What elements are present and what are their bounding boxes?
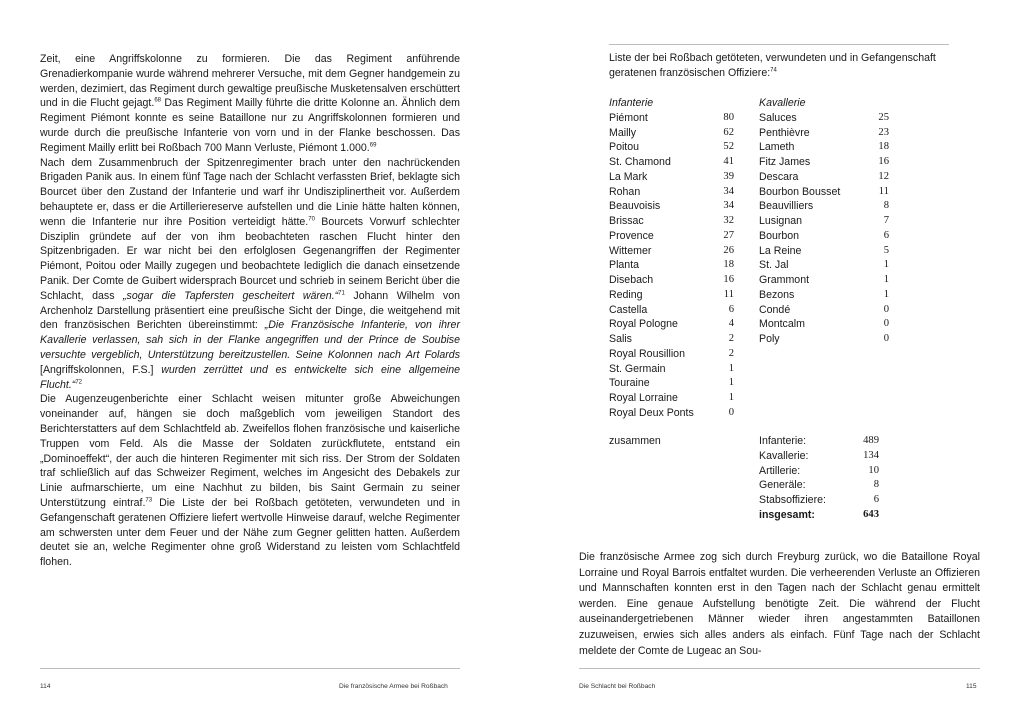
paragraph xyxy=(40,52,460,156)
infanterie-row xyxy=(609,288,734,303)
regiment-name: Bourbon xyxy=(759,229,800,242)
kavallerie-row xyxy=(759,126,889,141)
regiment-name: St. Germain xyxy=(609,362,666,375)
regiment-name: Reding xyxy=(609,288,643,301)
footnote-ref: 72 xyxy=(75,379,83,385)
infanterie-row xyxy=(609,185,734,200)
footnote-ref: 73 xyxy=(145,497,153,504)
zusammen-label: zusammen xyxy=(609,435,661,447)
total-value: 10 xyxy=(868,464,879,476)
total-row xyxy=(759,508,879,523)
officer-count: 52 xyxy=(723,141,734,153)
text-run: Nach dem Zusammenbruch der Spitzenregimenter brach unter den nachrückenden Brigaden Panik aus. In einem fünf Tage nach der Schlacht verfassten Brief, beklagte sich Bourcet über den Zustand der Infanterie und warf ihr Undisziplinertheit vor. Außerdem behauptete er, dass er die Artilleriereserve aufstellen und die Linie hätte halten können, wenn die Infanterie nur ihre Position verteidigt hätte. xyxy=(40,156,460,228)
list-top-rule xyxy=(609,44,949,45)
infanterie-row xyxy=(609,376,734,391)
regiment-name: Poly xyxy=(759,333,780,345)
quotation: „Die Französische Infanterie, von ihrer Kavallerie verlassen, sah sich in der Flanke angegriffen und der Prince de Soubise versuchte vergeblich, Unterstützung bereitzustellen. Seine Kolonnen nach Art Folards xyxy=(40,319,460,361)
officer-count: 32 xyxy=(723,215,734,226)
infanterie-row xyxy=(609,273,734,288)
regiment-name: La Reine xyxy=(759,244,802,257)
total-value: 134 xyxy=(863,449,879,461)
page-number: 115 xyxy=(966,683,977,690)
regiment-name: Rohan xyxy=(609,185,641,198)
infanterie-row xyxy=(609,111,734,126)
officer-count: 1 xyxy=(728,377,734,389)
kavallerie-header: Kavallerie xyxy=(759,97,806,109)
officer-count: 23 xyxy=(878,126,889,138)
officer-count: 4 xyxy=(728,318,734,330)
infanterie-row xyxy=(609,126,734,141)
infanterie-row xyxy=(609,258,734,273)
officer-count: 41 xyxy=(723,156,734,167)
infanterie-row xyxy=(609,229,734,244)
officer-count: 62 xyxy=(723,126,734,138)
officer-count: 0 xyxy=(728,406,734,418)
regiment-name: St. Chamond xyxy=(609,156,671,168)
kavallerie-row xyxy=(759,244,889,259)
officer-count: 39 xyxy=(723,170,734,182)
officer-count: 7 xyxy=(883,215,889,226)
text-run: Bourcets Vorwurf schlechter Disziplin gründete auf der von ihm beobachteten raschen Flucht hinter den Spitzenbrigaden. Er war nicht bei den erfolglosen Gegenangriffen der Regimenter Piémont, Poitou oder Mailly zugegen und beobachtete lediglich die danach einsetzende Panik. Der Comte de Guibert widersprach Bourcet und schrieb in seinem Bericht über die Schlacht, dass xyxy=(40,215,460,302)
kavallerie-row xyxy=(759,303,889,318)
footnote-ref: 71 xyxy=(338,290,345,297)
infanterie-row xyxy=(609,214,734,229)
regiment-name: Poitou xyxy=(609,141,640,154)
officer-count: 16 xyxy=(723,274,734,285)
officer-count: 80 xyxy=(723,111,734,123)
regiment-name: St. Jal xyxy=(759,259,789,272)
officer-count: 8 xyxy=(883,200,889,212)
regiment-name: Touraine xyxy=(609,377,650,390)
footnote-ref: 70 xyxy=(308,216,315,223)
footnote-ref: 68 xyxy=(154,97,161,104)
regiment-name: Fitz James xyxy=(759,156,811,168)
footer-rule xyxy=(579,668,980,669)
infanterie-row xyxy=(609,199,734,214)
kavallerie-row xyxy=(759,140,889,155)
left-body-text xyxy=(40,52,460,570)
right-body-text xyxy=(579,550,980,659)
running-title: Die französische Armee bei Roßbach xyxy=(339,683,448,690)
text-run: Johann Wilhelm von Archenholz Darstellung präsentiert eine preußische Sicht der Dinge, die weitgehend mit den französischen Berichten übereinstimmt: xyxy=(40,289,460,332)
regiment-name: Montcalm xyxy=(759,318,805,331)
officer-count: 18 xyxy=(878,141,889,153)
officer-count: 34 xyxy=(723,185,734,197)
quotation: wurden zerrüttet und es entwickelte sich eine allgemeine Flucht.“ xyxy=(40,363,460,391)
total-label: Generäle: xyxy=(759,479,806,492)
infanterie-row xyxy=(609,140,734,155)
paragraph xyxy=(40,392,460,570)
infanterie-row xyxy=(609,303,734,318)
regiment-name: Mailly xyxy=(609,126,637,139)
infanterie-row xyxy=(609,317,734,332)
officer-count: 2 xyxy=(728,347,734,359)
page-number: 114 xyxy=(40,683,51,690)
officer-count: 2 xyxy=(728,333,734,344)
infanterie-row xyxy=(609,347,734,362)
total-label: Kavallerie: xyxy=(759,449,809,462)
officer-count: 11 xyxy=(723,288,734,300)
infanterie-row xyxy=(609,170,734,185)
officer-count: 1 xyxy=(728,392,734,403)
caption-text: Liste der bei Roßbach getöteten, verwundeten und in Gefangenschaft geratenen französischen Offiziere: xyxy=(609,52,936,79)
infanterie-row xyxy=(609,155,734,170)
total-row xyxy=(759,464,879,479)
regiment-name: Grammont xyxy=(759,274,810,286)
kavallerie-row xyxy=(759,170,889,185)
officer-count: 26 xyxy=(723,244,734,256)
regiment-name: Descara xyxy=(759,170,799,183)
officer-count: 6 xyxy=(883,229,889,241)
total-value: 8 xyxy=(873,479,879,491)
regiment-name: Beauvilliers xyxy=(759,200,814,213)
regiment-name: Bourbon Bousset xyxy=(759,185,841,198)
kavallerie-row xyxy=(759,214,889,229)
regiment-name: Beauvoisis xyxy=(609,200,661,213)
regiment-name: Lusignan xyxy=(759,215,803,227)
regiment-name: Royal Rousillion xyxy=(609,347,685,360)
total-label: insgesamt: xyxy=(759,508,815,521)
officer-count: 1 xyxy=(883,274,889,285)
officer-count: 16 xyxy=(878,156,889,167)
text-run: Das Regiment Mailly führte die dritte Kolonne an. Ähnlich dem Regiment Piémont konnte es seine Bataillone nur zu Angriffskolonnen formieren und wurde durch die preußische Infanterie von vorn und in der Flanke beschossen. Das Regiment Mailly erlitt bei Roßbach 700 Mann Verluste, Piémont 1.000. xyxy=(40,97,460,154)
total-label: Stabsoffiziere: xyxy=(759,494,826,506)
kavallerie-row xyxy=(759,317,889,332)
kavallerie-row xyxy=(759,229,889,244)
total-value: 643 xyxy=(863,508,879,520)
infanterie-row xyxy=(609,244,734,259)
regiment-name: Disebach xyxy=(609,274,654,286)
officer-count: 27 xyxy=(723,229,734,241)
total-value: 6 xyxy=(873,494,879,505)
footnote-ref: 69 xyxy=(369,142,377,149)
kavallerie-row xyxy=(759,199,889,214)
infanterie-row xyxy=(609,362,734,377)
total-label: Artillerie: xyxy=(759,464,801,477)
infanterie-header: Infanterie xyxy=(609,97,654,109)
kavallerie-list xyxy=(759,96,889,347)
regiment-name: Bezons xyxy=(759,288,795,301)
officer-count: 1 xyxy=(728,362,734,374)
paragraph: Die französische Armee zog sich durch Freyburg zurück, wo die Bataillone Royal Lorraine und Royal Barrois entfaltet wurden. Die verheerenden Verluste an Offizieren und Mannschaften konnten erst in den Tagen nach der Schlacht genau ermittelt werden. Eine genaue Aufstellung benötigte Zeit. Die während der Flucht auseinandergetriebenen Männer wieder ihren angestammten Bataillonen zuzuweisen, erwies sich alles anders als einfach. Fünf Tage nach der Schlacht meldete der Comte de Lugeac an Sou- xyxy=(579,551,980,657)
regiment-name: Condé xyxy=(759,303,791,316)
regiment-name: Lameth xyxy=(759,141,795,154)
infanterie-row xyxy=(609,391,734,406)
total-row xyxy=(759,449,879,464)
officer-count: 1 xyxy=(883,259,889,271)
kavallerie-row xyxy=(759,273,889,288)
officer-count: 0 xyxy=(883,303,889,315)
quotation: „sogar die Tapfersten gescheitert wären.“ xyxy=(123,289,339,302)
text-run: Die Augenzeugenberichte einer Schlacht weisen mitunter große Abweichungen voneinander auf, hängen sie doch maßgeblich vom jeweiligen Standort des Berichterstatters auf dem Schlachtfeld ab. Zweifellos flohen französische und kaiserliche Truppen vom Feld. Als die Masse der Soldaten zurückflutete, entstand ein „Dominoeffekt“, der auch die hinteren Regimenter mit sich riss. Der Strom der Soldaten traf schließlich auf das Schweizer Regiment, welches im Angesicht des Debakels zur Linie aufmarschierte, um eine Nachhut zu bilden, bis Saint Germain zu seiner Unterstützung eintraf. xyxy=(40,393,460,509)
kavallerie-row xyxy=(759,185,889,200)
regiment-name: Royal Pologne xyxy=(609,318,678,331)
infanterie-row xyxy=(609,332,734,347)
totals-block xyxy=(759,434,879,523)
total-row xyxy=(759,434,879,449)
officer-count: 0 xyxy=(883,333,889,344)
regiment-name: Royal Lorraine xyxy=(609,392,678,404)
officer-count: 11 xyxy=(878,185,889,197)
officer-count: 6 xyxy=(728,303,734,315)
officer-count: 18 xyxy=(723,259,734,271)
text-run: Die Liste der bei Roßbach getöteten, verwundeten und in Gefangenschaft geratenen Offiziere liefert wertvolle Hinweise darauf, welche Regimenter am schwersten unter dem Feuer und der Nähe zum Gegner gelitten hatten. Außerdem deutet sie an, welche Regimenter ohne groß Widerstand zu leisten vom Schlachtfeld flohen. xyxy=(40,496,460,569)
footer-rule xyxy=(40,668,460,669)
officer-count: 34 xyxy=(723,200,734,212)
right-page xyxy=(510,0,1020,720)
text-run: Zeit, eine Angriffskolonne zu formieren. Die das Regiment anführende Grenadierkompanie wurde während mehrerer Versuche, mit dem Gegner handgemein zu werden, dezimiert, das Regiment durch gewaltige preußische Musketensalven erschüttert und in die Flucht gejagt. xyxy=(40,53,460,110)
regiment-name: Wittemer xyxy=(609,244,652,257)
kavallerie-row xyxy=(759,288,889,303)
officer-count: 5 xyxy=(883,244,889,256)
kavallerie-row xyxy=(759,332,889,347)
text-run: [Angriffskolonnen, F.S.] xyxy=(40,363,162,376)
regiment-name: La Mark xyxy=(609,170,648,183)
infanterie-row xyxy=(609,406,734,421)
infanterie-list xyxy=(609,96,734,421)
footnote-ref: 74 xyxy=(770,67,777,74)
officer-count: 1 xyxy=(883,288,889,300)
regiment-name: Provence xyxy=(609,229,654,242)
regiment-name: Planta xyxy=(609,259,640,272)
officer-count: 0 xyxy=(883,318,889,330)
total-row xyxy=(759,493,879,508)
total-label: Infanterie: xyxy=(759,435,807,447)
officer-count: 25 xyxy=(878,111,889,123)
regiment-name: Castella xyxy=(609,303,648,316)
regiment-name: Royal Deux Ponts xyxy=(609,406,694,419)
list-caption xyxy=(609,51,959,81)
kavallerie-row xyxy=(759,111,889,126)
kavallerie-row xyxy=(759,155,889,170)
officer-count: 12 xyxy=(878,170,889,182)
total-value: 489 xyxy=(863,435,879,446)
regiment-name: Penthièvre xyxy=(759,126,810,139)
paragraph xyxy=(40,156,460,393)
kavallerie-row xyxy=(759,258,889,273)
regiment-name: Saluces xyxy=(759,111,797,124)
regiment-name: Salis xyxy=(609,333,632,345)
regiment-name: Brissac xyxy=(609,215,644,227)
running-title: Die Schlacht bei Roßbach xyxy=(579,683,656,690)
total-row xyxy=(759,478,879,493)
regiment-name: Piémont xyxy=(609,111,648,124)
